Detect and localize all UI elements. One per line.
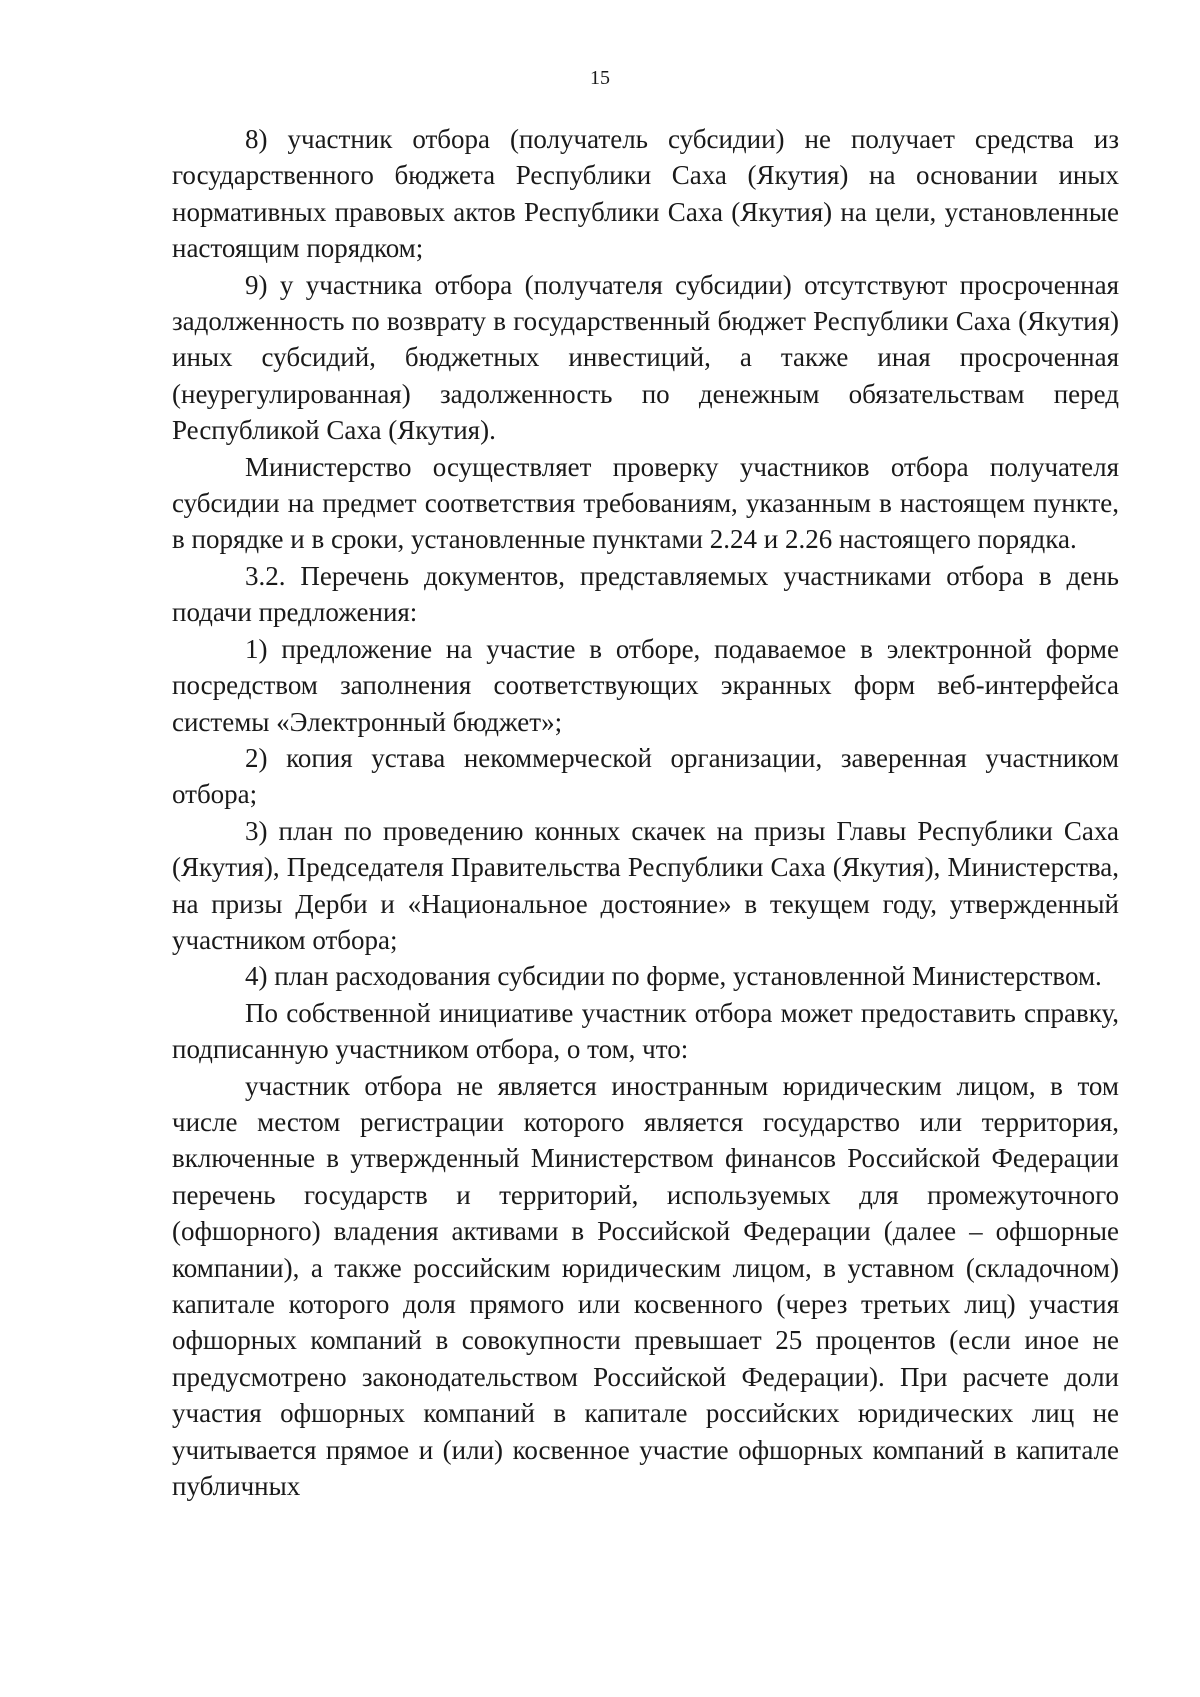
paragraph-item-9: 9) у участника отбора (получателя субсидии) отсутствуют просроченная задолженность по возврату в государственный бюджет Республики Саха (Якутия) иных субсидий, бюджетных инвестиций, а также иная просроченная (неурегулированная) задолженность по денежным обязательствам перед Республикой Саха (Якутия). (172, 269, 1119, 446)
paragraph-own-initiative: По собственной инициативе участник отбора может предоставить справку, подписанную участником отбора, о том, что: (172, 997, 1119, 1065)
paragraph-doc-2: 2) копия устава некоммерческой организации, заверенная участником отбора; (172, 742, 1119, 810)
paragraph-doc-1: 1) предложение на участие в отборе, подаваемое в электронной форме посредством заполнения соответствующих экранных форм веб-интерфейса системы «Электронный бюджет»; (172, 633, 1119, 737)
document-body (172, 121, 1119, 1504)
paragraph-doc-3: 3) план по проведению конных скачек на призы Главы Республики Саха (Якутия), Председателя Правительства Республики Саха (Якутия), Министерства, на призы Дерби и «Национальное достояние» в текущем году, утвержденный участником отбора; (172, 815, 1119, 955)
paragraph-offshore: участник отбора не является иностранным юридическим лицом, в том числе местом регистрации которого является государство или территория, включенные в утвержденный Министерством финансов Российской Федерации перечень государств и территорий, используемых для промежуточного (офшорного) владения активами в Российской Федерации (далее – офшорные компании), а также российским юридическим лицом, в уставном (складочном) капитале которого доля прямого или косвенного (через третьих лиц) участия офшорных компаний в совокупности превышает 25 процентов (если иное не предусмотрено законодательством Российской Федерации). При расчете доли участия офшорных компаний в капитале российских юридических лиц не учитывается прямое и (или) косвенное участие офшорных компаний в капитале публичных (172, 1070, 1119, 1502)
paragraph-doc-4: 4) план расходования субсидии по форме, установленной Министерством. (245, 961, 1102, 992)
paragraph-ministry-check: Министерство осуществляет проверку участников отбора получателя субсидии на предмет соответствия требованиям, указанным в настоящем пункте, в порядке и в сроки, установленные пунктами 2.24 и 2.26 настоящего порядка. (172, 451, 1119, 555)
page-number: 15 (590, 67, 610, 89)
paragraph-section-3-2: 3.2. Перечень документов, представляемых участниками отбора в день подачи предложения: (172, 560, 1119, 628)
paragraph-item-8: 8) участник отбора (получатель субсидии) не получает средства из государственного бюджета Республики Саха (Якутия) на основании иных нормативных правовых актов Республики Саха (Якутия) на цели, установленные настоящим порядком; (172, 124, 1119, 264)
